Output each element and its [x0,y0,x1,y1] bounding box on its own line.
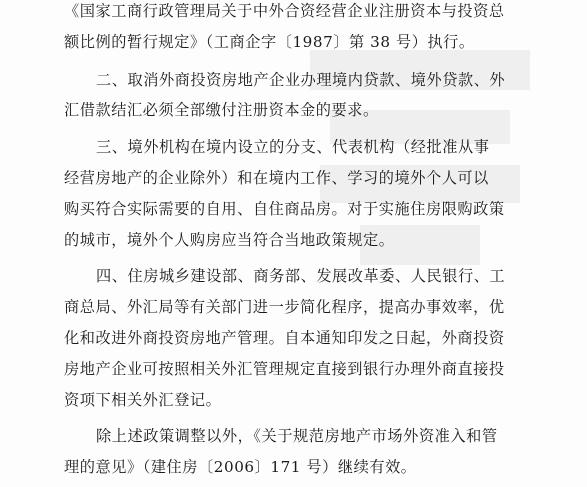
text-line-13: 资项下相关外汇登记。 [64,391,222,409]
text-line-4: 汇借款结汇必须全部缴付注册资本金的要求。 [64,101,379,119]
text-line-15: 理的意见》（建住房〔2006〕171 号）继续有效。 [64,458,417,476]
text-line-6: 经营房地产的企业除外）和在境内工作、学习的境外个人可以 [64,169,489,187]
text-line-7: 购买符合实际需要的自用、自住商品房。对于实施住房限购政策 [64,200,505,218]
text-line-5: 三、境外机构在境内设立的分支、代表机构（经批准从事 [96,138,490,156]
text-line-2: 额比例的暂行规定》（工商企字〔1987〕第 38 号）执行。 [64,33,475,51]
text-line-11: 化和改进外商投资房地产管理。自本通知印发之日起，外商投资 [64,329,505,347]
text-line-10: 商总局、外汇局等有关部门进一步简化程序，提高办事效率，优 [64,298,505,316]
text-line-12: 房地产企业可按照相关外汇管理规定直接到银行办理外商直接投 [64,360,505,378]
text-line-8: 的城市，境外个人购房应当符合当地政策规定。 [64,231,395,249]
text-line-1: 《国家工商行政管理局关于中外合资经营企业注册资本与投资总 [64,2,505,20]
text-line-9: 四、住房城乡建设部、商务部、发展改革委、人民银行、工 [96,267,506,285]
text-line-3: 二、取消外商投资房地产企业办理境内贷款、境外贷款、外 [96,71,506,89]
text-line-14: 除上述政策调整以外，《关于规范房地产市场外资准入和管 [96,427,498,445]
